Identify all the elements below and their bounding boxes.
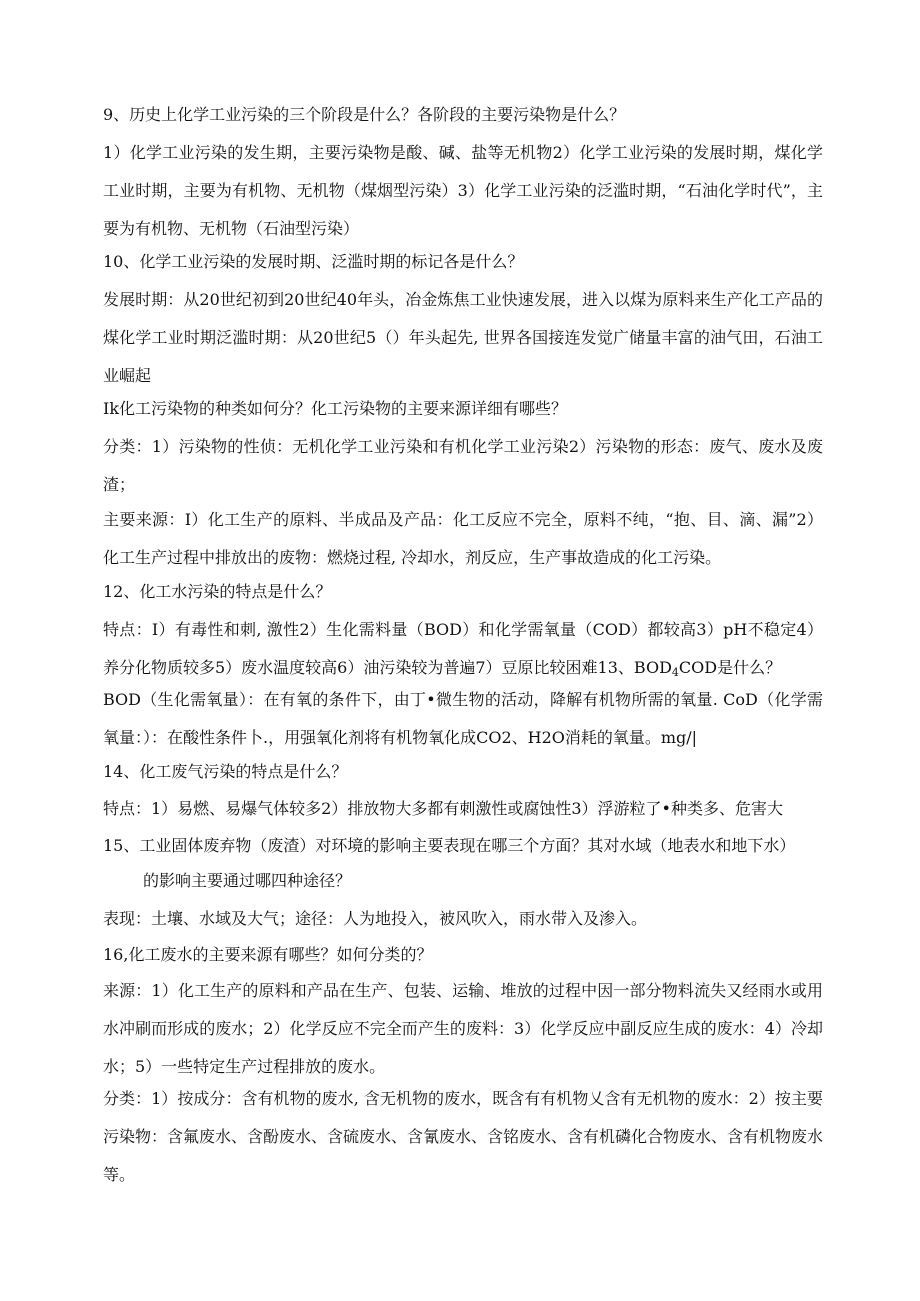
question-13-tail: COD是什么？ bbox=[678, 658, 782, 677]
answer-9: 1）化学工业污染的发生期，主要污染物是酸、碱、盐等无机物2）化学工业污染的发展时期，煤化学工业时期，主要为有机物、无机物（煤烟型污染）3）化学工业污染的泛滥时期，“石油化学时代”，主要为有机物、无机物（石油型污染） bbox=[103, 143, 823, 238]
question-15-line-2: 的影响主要通过哪四种途径？ bbox=[143, 871, 352, 890]
question-11: Ik化工污染物的种类如何分？化工污染物的主要来源详细有哪些？ bbox=[103, 399, 568, 418]
bod-subscript: 4 bbox=[671, 666, 679, 679]
answer-16-classification: 分类：1）按成分：含有机物的废水, 含无机物的废水，既含有有机物乂含有无机物的废水：2）按主要污染物：含氟废水、含酚废水、含硫废水、含氰废水、含铭废水、含有机磷化合物废水、含有机物废水等。 bbox=[103, 1089, 824, 1184]
answer-14: 特点：1）易燃、易爆气体较多2）排放物大多都有刺激性或腐蚀性3）浮游粒了•种类多、危害大 bbox=[103, 799, 783, 818]
question-9: 9、历史上化学工业污染的三个阶段是什么？各阶段的主要污染物是什么？ bbox=[103, 105, 626, 124]
question-16: 16,化工废水的主要来源有哪些？如何分类的？ bbox=[103, 945, 433, 964]
answer-11-classification: 分类：1）污染物的性侦：无机化学工业污染和有机化学工业污染2）污染物的形态：废气、废水及废渣； bbox=[103, 437, 823, 494]
question-14: 14、化工废气污染的特点是什么？ bbox=[103, 762, 348, 781]
answer-12-text: 特点：I）有毒性和刺, 激性2）生化需料量（BOD）和化学需氧量（COD）都较高3）pH不稳定4）养分化物质较多5）废水温度较高6）油污染较为普遍7）豆原比较困难13、BOD bbox=[103, 620, 823, 677]
answer-13: BOD（生化需氧量）：在有氧的条件下，由丁•微生物的活动，降解有机物所需的氧量. CoD（化学需氧量：）：在酸性条件卜.，用强氧化剂将有机物氧化成CO2、H2O消耗的氧量。mg∕| bbox=[103, 690, 823, 747]
question-15-line-1: 15、工业固体废弃物（废渣）对环境的影响主要表现在哪三个方面？其对水域（地表水和地下水） bbox=[103, 836, 796, 855]
question-10: 10、化学工业污染的发展时期、泛滥时期的标记各是什么？ bbox=[103, 252, 524, 271]
answer-16-sources: 来源：1）化工生产的原料和产品在生产、包装、运输、堆放的过程中因一部分物料流失又经雨水或用水冲刷而形成的废水；2）化学反应不完全而产生的废料：3）化学反应中副反应生成的废水：4）冷却水；5）一些特定生产过程排放的废水。 bbox=[103, 981, 823, 1076]
answer-12-and-question-13 bbox=[103, 611, 823, 692]
answer-11-sources: 主要来源：I）化工生产的原料、半成品及产品：化工反应不完全，原料不纯，“抱、目、滴、漏”2）化工生产过程中排放出的废物：燃烧过程, 冷却水，剂反应，生产事故造成的化工污染。 bbox=[103, 510, 823, 567]
question-12: 12、化工水污染的特点是什么？ bbox=[103, 582, 332, 601]
answer-10: 发展时期：从20世纪初到20世纪40年头，冶金炼焦工业快速发展，进入以煤为原料来生产化工产品的煤化学工业时期泛滥时期：从20世纪5（）年头起先, 世界各国接连发觉广储量丰富的油气田，石油工业崛起 bbox=[103, 290, 823, 385]
answer-15: 表现：土壤、水域及大气；途径：人为地投入，被风吹入，雨水带入及渗入。 bbox=[103, 909, 648, 928]
